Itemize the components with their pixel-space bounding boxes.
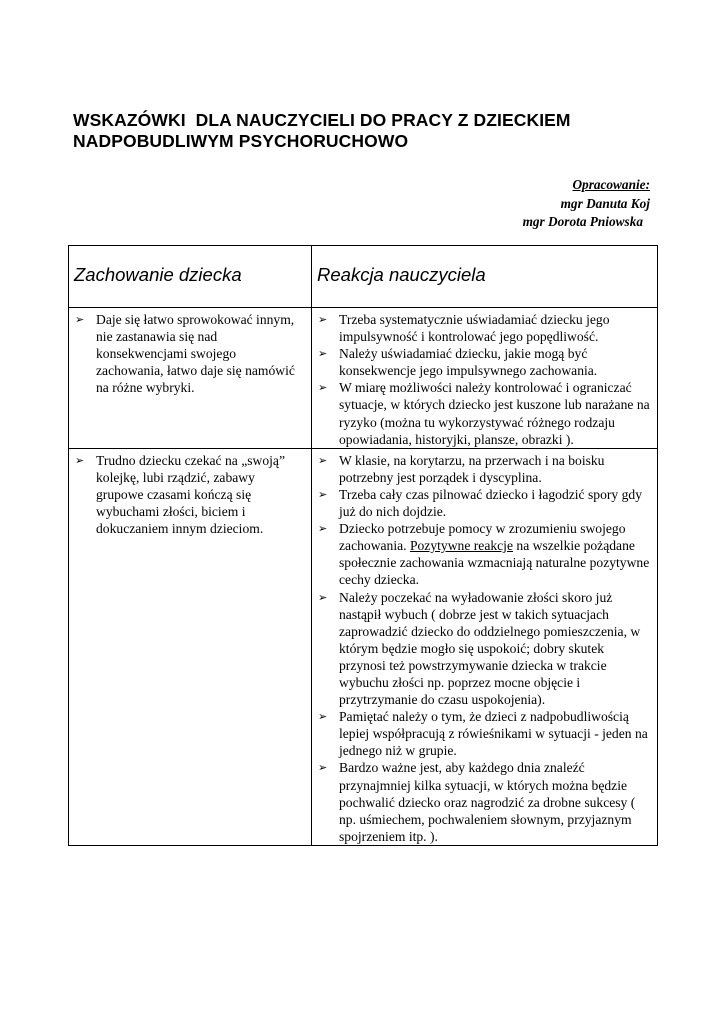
authors-block (523, 176, 650, 232)
reaction-item: ➢ Należy poczekać na wyładowanie złości skoro już nastąpił wybuch ( dobrze jest w takich sytuacjach zaprowadzić dziecko do oddzielnego pomieszczenia, w którym będzie mogło się uspokoić; dobry skutek przynosi też powstrzymywanie dziecka w trakcie wybuchu złości np. poprzez mocne objęcie i przytrzymanie do czasu uspokojenia). (339, 589, 651, 709)
behavior-item: ➢ Trudno dziecku czekać na „swoją” kolejkę, lubi rządzić, zabawy grupowe czasami kończą się wybuchami złości, biciem i dokuczaniem innym dzieciom. (96, 452, 305, 537)
reaction-item: ➢ Bardzo ważne jest, aby każdego dnia znaleźć przynajmniej kilka sytuacji, w których można będzie pochwalić dziecko oraz nagrodzić za drobne sukcesy ( np. uśmiechem, pochwaleniem słownym, przyjaznym spojrzeniem itp. ). (339, 759, 651, 844)
title-line-1: WSKAZÓWKI DLA NAUCZYCIELI DO PRACY Z DZIECKIEM (73, 110, 571, 130)
reaction-item: ➢ Trzeba cały czas pilnować dziecko i łagodzić spory gdy już do nich dojdzie. (339, 486, 651, 520)
guidelines-table (68, 245, 658, 846)
header-behavior: Zachowanie dziecka (69, 246, 312, 308)
reaction-item: ➢ W klasie, na korytarzu, na przerwach i na boisku potrzebny jest porządek i dyscyplina. (339, 452, 651, 486)
behavior-cell (69, 448, 312, 845)
table-header-row (69, 246, 658, 308)
author-2: mgr Dorota Pniowska (522, 214, 643, 229)
positive-reactions-underlined: Pozytywne reakcje (409, 538, 513, 554)
reaction-text: na wszelkie pożądane społecznie zachowania wzmacniają naturalne pozytywne cechy dziecka. (339, 538, 650, 588)
document-title (73, 110, 673, 152)
reaction-item (339, 520, 651, 588)
reaction-item: ➢ Pamiętać należy o tym, że dzieci z nadpobudliwością lepiej współpracują z rówieśnikami w sytuacji - jeden na jednego niż w grupie. (339, 708, 651, 759)
prepared-label: Opracowanie: (572, 177, 650, 192)
reaction-item: ➢ W miarę możliwości należy kontrolować i ograniczać sytuacje, w których dziecko jest kuszone lub narażane na ryzyko (można tu wykorzystywać różnego rodzaju opowiadania, historyjki, plansze, obrazki ). (339, 379, 651, 447)
reaction-item: ➢ Trzeba systematycznie uświadamiać dziecku jego impulsywność i kontrolować jego popędliwość. (339, 311, 651, 345)
title-line-2: NADPOBUDLIWYM PSYCHORUCHOWO (73, 131, 409, 151)
header-reaction: Reakcja nauczyciela (312, 246, 658, 308)
table-row (69, 308, 658, 449)
reaction-item: ➢ Należy uświadamiać dziecku, jakie mogą być konsekwencje jego impulsywnego zachowania. (339, 345, 651, 379)
reaction-text: Dziecko potrzebuje pomocy w zrozumieniu swojego zachowania. (339, 521, 626, 554)
reaction-cell (312, 308, 658, 449)
table-row (69, 448, 658, 845)
reaction-cell (312, 448, 658, 845)
author-1: mgr Danuta Koj (560, 195, 650, 211)
behavior-cell (69, 308, 312, 449)
behavior-item: ➢ Daje się łatwo sprowokować innym, nie zastanawia się nad konsekwencjami swojego zachowania, łatwo daje się namówić na różne wybryki. (96, 311, 305, 396)
